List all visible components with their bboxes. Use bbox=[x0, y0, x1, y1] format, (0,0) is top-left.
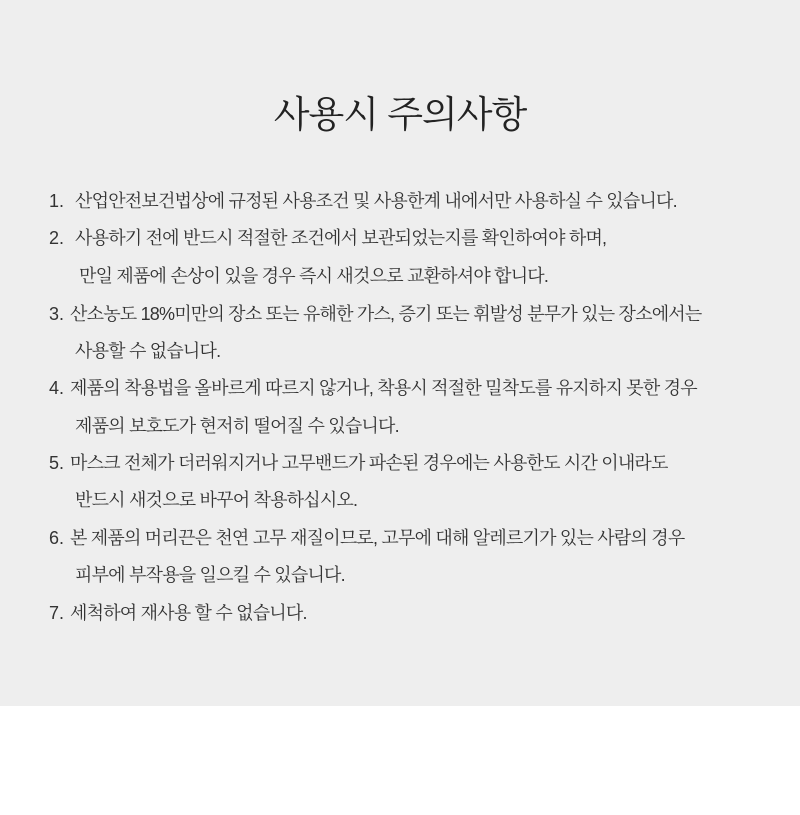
item-number: 2. bbox=[49, 228, 65, 248]
item-number: 1. bbox=[49, 191, 65, 211]
item-text: 사용하기 전에 반드시 적절한 조건에서 보관되었는지를 확인하여야 하며, bbox=[75, 228, 607, 248]
item-number: 4. bbox=[49, 378, 65, 398]
caution-item-7 bbox=[49, 600, 307, 626]
item-number: 6. bbox=[49, 528, 65, 548]
item-text: 마스크 전체가 더러워지거나 고무밴드가 파손된 경우에는 사용한도 시간 이내라도 bbox=[70, 453, 668, 473]
item-continuation: 제품의 보호도가 현저히 떨어질 수 있습니다. bbox=[75, 416, 399, 436]
item-text: 산업안전보건법상에 규정된 사용조건 및 사용한계 내에서만 사용하실 수 있습니다. bbox=[75, 191, 677, 211]
item-text: 본 제품의 머리끈은 천연 고무 재질이므로, 고무에 대해 알레르기가 있는 사람의 경우 bbox=[70, 528, 685, 548]
caution-item-3 bbox=[49, 301, 701, 327]
item-text: 세척하여 재사용 할 수 없습니다. bbox=[70, 603, 307, 623]
item-continuation: 피부에 부작용을 일으킬 수 있습니다. bbox=[75, 565, 345, 585]
item-continuation: 반드시 새것으로 바꾸어 착용하십시오. bbox=[75, 490, 358, 510]
page-title: 사용시 주의사항 bbox=[273, 94, 527, 135]
item-text: 제품의 착용법을 올바르게 따르지 않거나, 착용시 적절한 밀착도를 유지하지 못한 경우 bbox=[70, 378, 697, 398]
caution-item-4 bbox=[49, 375, 697, 401]
caution-item-2 bbox=[49, 225, 606, 251]
item-continuation: 만일 제품에 손상이 있을 경우 즉시 새것으로 교환하셔야 합니다. bbox=[79, 266, 549, 286]
caution-item-1 bbox=[49, 188, 677, 214]
item-number: 5. bbox=[49, 453, 65, 473]
item-number: 3. bbox=[49, 304, 65, 324]
item-number: 7. bbox=[49, 603, 65, 623]
item-text: 산소농도 18%미만의 장소 또는 유해한 가스, 증기 또는 휘발성 분무가 있는 장소에서는 bbox=[70, 304, 702, 324]
caution-item-6 bbox=[49, 525, 684, 551]
item-continuation: 사용할 수 없습니다. bbox=[75, 341, 221, 361]
caution-item-5 bbox=[49, 450, 668, 476]
